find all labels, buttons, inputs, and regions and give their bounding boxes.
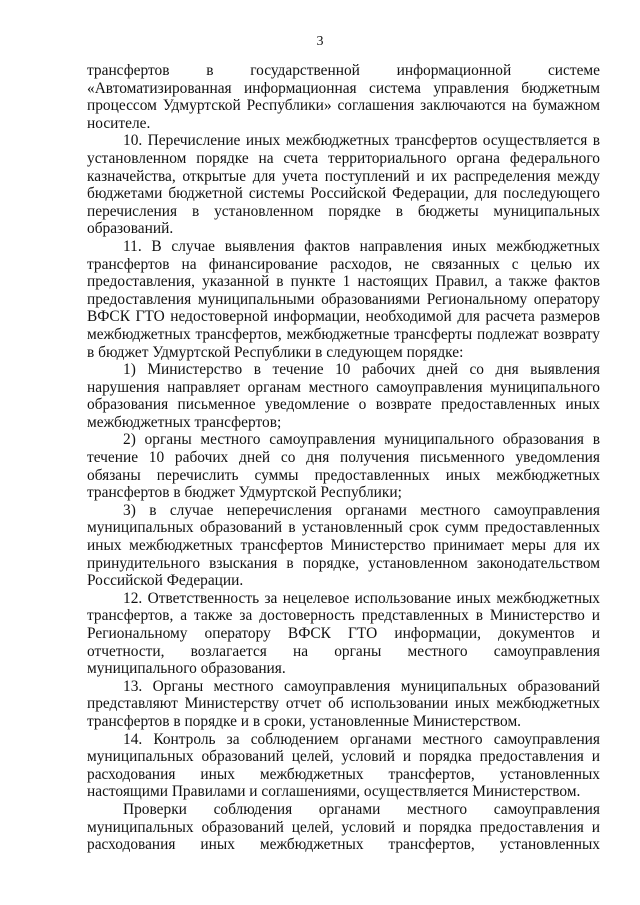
paragraph-11-item-2: 2) органы местного самоуправления муниципального образования в течение 10 рабочих дней со дня получения письменного уведомления обязаны перечислить суммы предоставленных иных межбюджетных трансфертов в бюджет Удмуртской Республики;: [87, 431, 600, 502]
document-body: [87, 62, 600, 854]
paragraph-11-item-3: 3) в случае неперечисления органами местного самоуправления муниципальных образований в установленный срок сумм предоставленных иных межбюджетных трансфертов Министерство принимает меры для их принудительного взыскания в порядке, установленном законодательством Российской Федерации.: [87, 501, 600, 590]
paragraph-10: 10. Перечисление иных межбюджетных трансфертов осуществляется в установленном порядке на счета территориального органа федерального казначейства, открытые для учета поступлений и их распределения между бюджетами бюджетной системы Российской Федерации, для последующего перечисления в установленном порядке в бюджеты муниципальных образований.: [87, 132, 600, 238]
paragraph-checks: Проверки соблюдения органами местного самоуправления муниципальных образований целей, условий и порядка предоставления и расходования иных межбюджетных трансфертов, установленных: [87, 800, 600, 854]
paragraph-14: 14. Контроль за соблюдением органами местного самоуправления муниципальных образований целей, условий и порядка предоставления и расходования иных межбюджетных трансфертов, установленных настоящими Правилами и соглашениями, осуществляется Министерством.: [87, 730, 600, 801]
paragraph-11-item-1: 1) Министерство в течение 10 рабочих дней со дня выявления нарушения направляет органам местного самоуправления муниципального образования письменное уведомление о возврате предоставленных иных межбюджетных трансфертов;: [87, 361, 600, 431]
paragraph-13: 13. Органы местного самоуправления муниципальных образований представляют Министерству отчет об использовании иных межбюджетных трансфертов в порядке и в сроки, установленные Министерством.: [87, 677, 600, 730]
paragraph-11: 11. В случае выявления фактов направления иных межбюджетных трансфертов на финансирование расходов, не связанных с целью их предоставления, указанной в пункте 1 настоящих Правил, а также фактов предоставления муниципальными образованиями Региональному оператору ВФСК ГТО недостоверной информации, необходимой для расчета размеров межбюджетных трансфертов, межбюджетные трансферты подлежат возврату в бюджет Удмуртской Республики в следующем порядке:: [87, 237, 600, 361]
paragraph-continuation: трансфертов в государственной информационной системе «Автоматизированная информационная система управления бюджетным процессом Удмуртской Республики» соглашения заключаются на бумажном носителе.: [87, 62, 600, 132]
paragraph-12: 12. Ответственность за нецелевое использование иных межбюджетных трансфертов, а также за достоверность представленных в Министерство и Региональному оператору ВФСК ГТО информации, документов и отчетности, возлагается на органы местного самоуправления муниципального образования.: [87, 589, 600, 678]
page-number: 3: [316, 34, 324, 49]
